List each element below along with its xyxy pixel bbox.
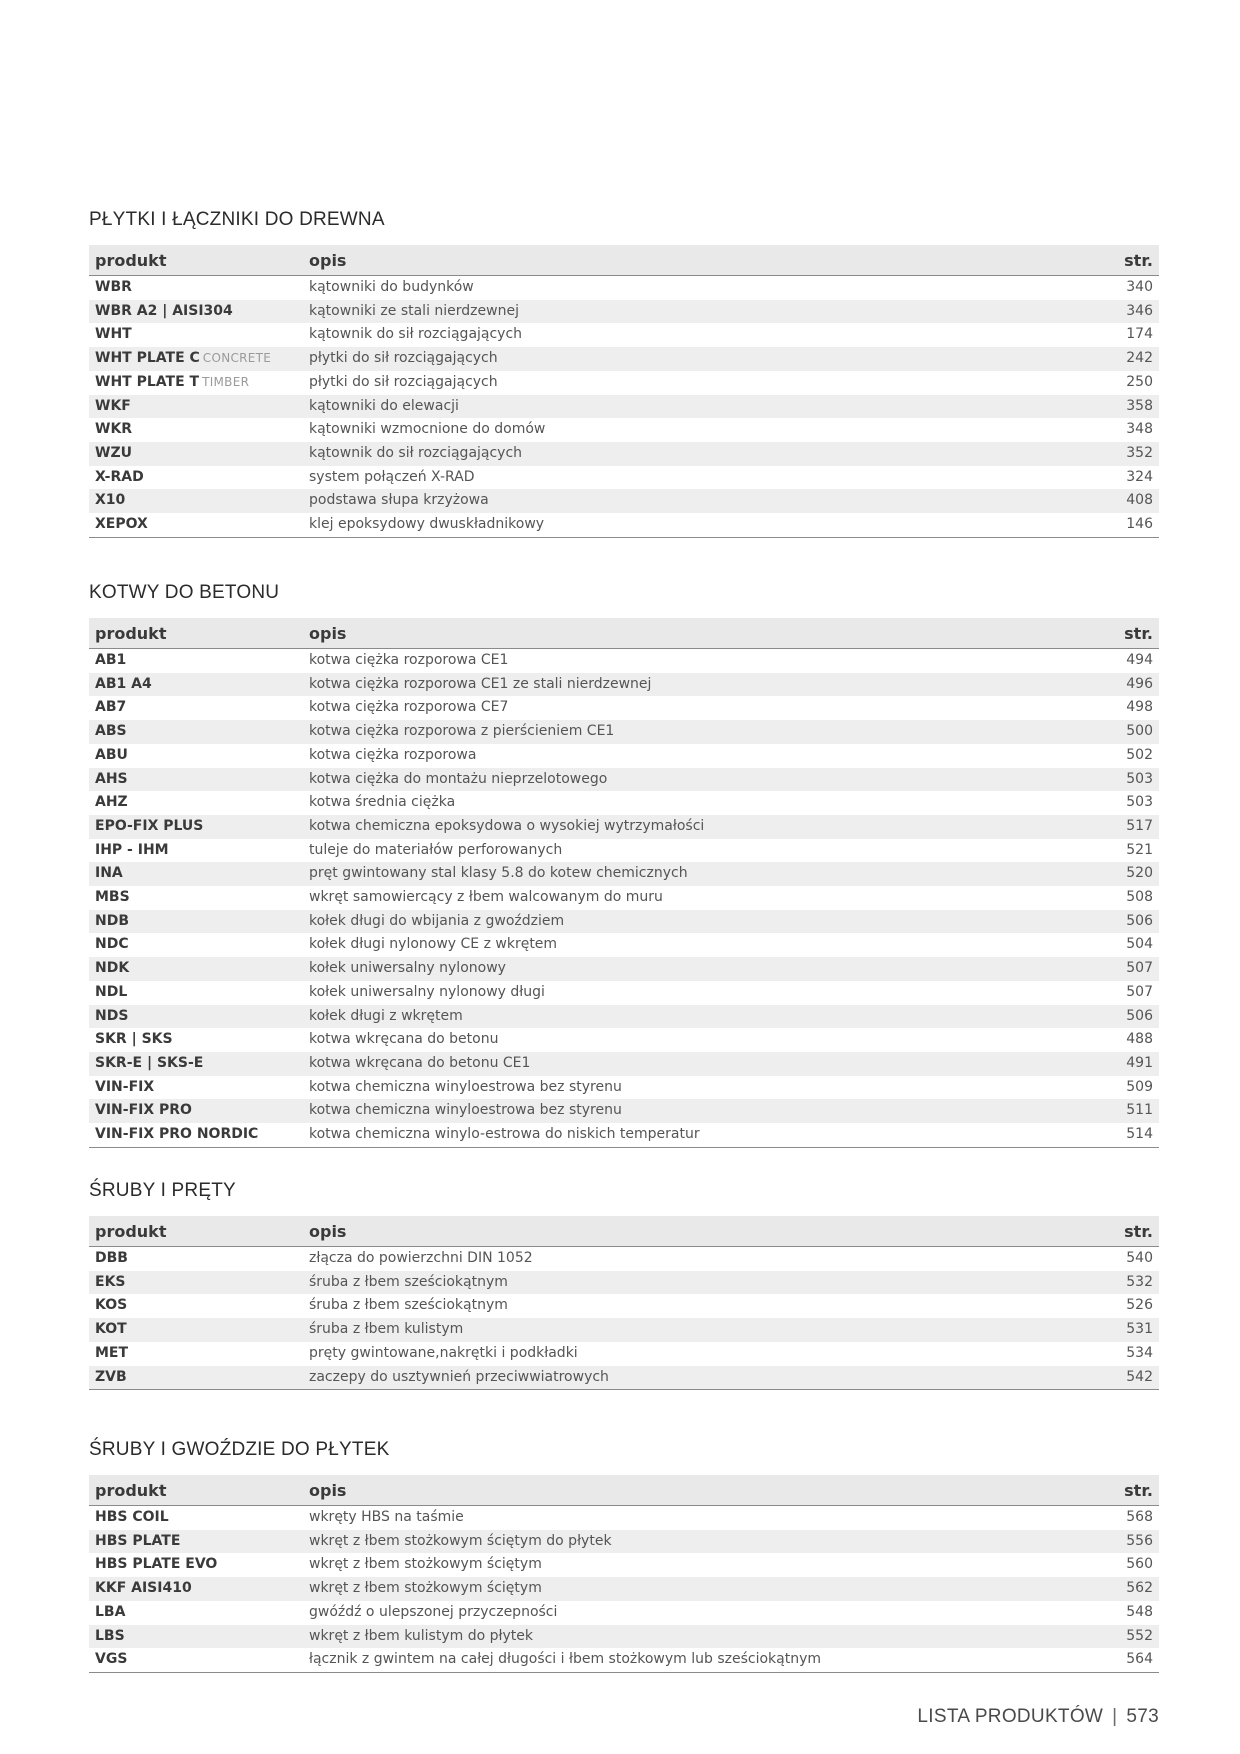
product-description: zaczepy do usztywnień przeciwwiatrowych bbox=[303, 1366, 1083, 1390]
section-title: KOTWY DO BETONU bbox=[89, 582, 280, 603]
footer-label: LISTA PRODUKTÓW bbox=[917, 1706, 1104, 1727]
product-description: kątowniki ze stali nierdzewnej bbox=[303, 300, 1083, 324]
product-code: WKR bbox=[95, 421, 133, 438]
product-code-cell bbox=[89, 1530, 303, 1554]
product-suffix: TIMBER bbox=[202, 374, 250, 389]
product-code: WZU bbox=[95, 444, 132, 461]
product-code-cell bbox=[89, 276, 303, 300]
product-code: WKF bbox=[95, 397, 131, 414]
product-description: kotwa chemiczna winyloestrowa bez styrenu bbox=[303, 1099, 1083, 1123]
page-reference: 408 bbox=[1083, 489, 1159, 513]
section-sruby-prety bbox=[89, 1178, 1159, 1390]
page-reference: 491 bbox=[1083, 1052, 1159, 1076]
table-header-row bbox=[89, 245, 1159, 276]
product-code: MBS bbox=[95, 889, 130, 906]
product-code: WBR A2 | AISI304 bbox=[95, 302, 233, 319]
product-description: kotwa wkręcana do betonu bbox=[309, 1031, 499, 1048]
product-table bbox=[89, 1475, 1159, 1673]
product-description: kątownik do sił rozciągających bbox=[309, 326, 523, 343]
page-reference: 534 bbox=[1126, 1344, 1153, 1361]
product-description: kotwa ciężka rozporowa z pierścieniem CE1 bbox=[303, 720, 1083, 744]
product-table bbox=[89, 1216, 1159, 1390]
product-code-cell bbox=[89, 957, 303, 981]
page-reference: 564 bbox=[1083, 1648, 1159, 1672]
header-opis: opis bbox=[303, 1475, 1083, 1506]
table-row bbox=[89, 1123, 1159, 1147]
product-code: WHT PLATE C bbox=[95, 350, 200, 367]
product-suffix: CONCRETE bbox=[202, 351, 272, 366]
page-reference: 358 bbox=[1083, 395, 1159, 419]
table-row bbox=[89, 791, 1159, 815]
page-reference: 503 bbox=[1083, 768, 1159, 792]
product-code-cell bbox=[89, 649, 303, 673]
table-row bbox=[89, 1625, 1159, 1649]
table-row bbox=[89, 347, 1159, 371]
product-code-cell bbox=[89, 696, 303, 720]
product-code-cell bbox=[89, 418, 303, 442]
product-code: VGS bbox=[95, 1651, 128, 1668]
product-code: LBS bbox=[95, 1627, 125, 1644]
product-code: NDB bbox=[95, 912, 130, 929]
page-reference: 508 bbox=[1126, 889, 1153, 906]
page-reference: 500 bbox=[1083, 720, 1159, 744]
product-description: kotwa chemiczna winyloestrowa bez styrenu bbox=[309, 1078, 622, 1095]
product-description: pręty gwintowane,nakrętki i podkładki bbox=[309, 1344, 578, 1361]
page-reference: 506 bbox=[1083, 910, 1159, 934]
product-code-cell bbox=[89, 981, 303, 1005]
page-reference: 502 bbox=[1126, 746, 1153, 763]
product-code: WBR bbox=[95, 279, 132, 295]
page-reference: 531 bbox=[1083, 1318, 1159, 1342]
product-description: wkręt z łbem stożkowym ściętym do płytek bbox=[303, 1530, 1083, 1554]
table-row bbox=[89, 1342, 1159, 1366]
table-row bbox=[89, 673, 1159, 697]
product-code: KOT bbox=[95, 1321, 127, 1338]
section-title: PŁYTKI I ŁĄCZNIKI DO DREWNA bbox=[89, 209, 385, 230]
product-code: SKR | SKS bbox=[95, 1031, 173, 1048]
product-code: ABS bbox=[95, 723, 127, 740]
product-description: kotwa ciężka rozporowa CE1 ze stali nierdzewnej bbox=[303, 673, 1083, 697]
product-code: NDK bbox=[95, 960, 130, 977]
product-code-cell bbox=[89, 442, 303, 466]
table-header-row bbox=[89, 618, 1159, 649]
table-row bbox=[89, 300, 1159, 324]
header-str: str. bbox=[1083, 1475, 1159, 1506]
product-code-cell bbox=[89, 371, 303, 395]
product-description: kotwa wkręcana do betonu CE1 bbox=[303, 1052, 1083, 1076]
page-reference: 540 bbox=[1126, 1250, 1153, 1266]
table-row bbox=[89, 371, 1159, 395]
product-code-cell bbox=[89, 1506, 303, 1530]
page-reference: 542 bbox=[1083, 1366, 1159, 1390]
table-row bbox=[89, 862, 1159, 886]
page-reference: 520 bbox=[1083, 862, 1159, 886]
product-table bbox=[89, 618, 1159, 1148]
product-description: kątownik do sił rozciągających bbox=[303, 442, 1083, 466]
product-code: KOS bbox=[95, 1297, 128, 1314]
product-code-cell bbox=[89, 1076, 303, 1100]
product-code-cell bbox=[89, 1099, 303, 1123]
table-row bbox=[89, 442, 1159, 466]
product-code-cell bbox=[89, 886, 303, 910]
product-code-cell bbox=[89, 1553, 303, 1577]
table-row bbox=[89, 1005, 1159, 1029]
product-code-cell bbox=[89, 1247, 303, 1271]
page-reference: 174 bbox=[1126, 326, 1153, 343]
table-row bbox=[89, 839, 1159, 863]
table-row bbox=[89, 1648, 1159, 1672]
table-header-row bbox=[89, 1216, 1159, 1247]
product-code: AHS bbox=[95, 770, 128, 787]
header-opis: opis bbox=[303, 1216, 1083, 1247]
page-reference: 514 bbox=[1083, 1123, 1159, 1147]
product-code: LBA bbox=[95, 1603, 126, 1620]
product-description: kotwa ciężka do montażu nieprzelotowego bbox=[303, 768, 1083, 792]
product-description: śruba z łbem sześciokątnym bbox=[303, 1271, 1083, 1295]
product-description: łącznik z gwintem na całej długości i łbem stożkowym lub sześciokątnym bbox=[303, 1648, 1083, 1672]
product-table bbox=[89, 245, 1159, 538]
page-reference: 568 bbox=[1126, 1509, 1153, 1525]
product-description: śruba z łbem sześciokątnym bbox=[309, 1297, 508, 1314]
product-code-cell bbox=[89, 1271, 303, 1295]
table-row bbox=[89, 1553, 1159, 1577]
product-code: AB1 bbox=[95, 652, 127, 668]
page-reference: 556 bbox=[1083, 1530, 1159, 1554]
product-code: VIN-FIX PRO NORDIC bbox=[95, 1126, 259, 1143]
product-code-cell bbox=[89, 1005, 303, 1029]
table-row bbox=[89, 418, 1159, 442]
page-footer bbox=[917, 1706, 1159, 1728]
header-produkt: produkt bbox=[89, 1216, 303, 1247]
page-reference: 511 bbox=[1083, 1099, 1159, 1123]
page-reference: 548 bbox=[1126, 1603, 1153, 1620]
product-description: klej epoksydowy dwuskładnikowy bbox=[303, 513, 1083, 537]
product-code-cell bbox=[89, 466, 303, 490]
page-reference: 507 bbox=[1126, 983, 1153, 1000]
page-reference: 324 bbox=[1126, 468, 1153, 485]
table-row bbox=[89, 1028, 1159, 1052]
product-description: kołek długi nylonowy CE z wkrętem bbox=[309, 936, 558, 953]
page-reference: 506 bbox=[1083, 1005, 1159, 1029]
product-code-cell bbox=[89, 815, 303, 839]
header-str: str. bbox=[1083, 1216, 1159, 1247]
table-row bbox=[89, 1530, 1159, 1554]
product-description: kotwa chemiczna winylo-estrowa do niskich temperatur bbox=[303, 1123, 1083, 1147]
table-row bbox=[89, 744, 1159, 768]
product-code-cell bbox=[89, 1601, 303, 1625]
product-code-cell bbox=[89, 1342, 303, 1366]
product-code-cell bbox=[89, 862, 303, 886]
product-code-cell bbox=[89, 1028, 303, 1052]
product-code-cell bbox=[89, 300, 303, 324]
product-code-cell bbox=[89, 1123, 303, 1147]
product-description: kątowniki wzmocnione do domów bbox=[309, 421, 546, 438]
product-description: kołek długi do wbijania z gwoździem bbox=[303, 910, 1083, 934]
product-code: X10 bbox=[95, 492, 126, 509]
page-reference: 532 bbox=[1083, 1271, 1159, 1295]
product-description: tuleje do materiałów perforowanych bbox=[309, 841, 563, 858]
table-row bbox=[89, 1506, 1159, 1530]
product-description: pręt gwintowany stal klasy 5.8 do kotew chemicznych bbox=[303, 862, 1083, 886]
header-produkt: produkt bbox=[89, 245, 303, 276]
page-reference: 509 bbox=[1126, 1078, 1153, 1095]
page-reference: 562 bbox=[1083, 1577, 1159, 1601]
table-row bbox=[89, 957, 1159, 981]
product-description: kotwa ciężka rozporowa bbox=[309, 746, 477, 763]
product-code-cell bbox=[89, 347, 303, 371]
product-code: HBS COIL bbox=[95, 1509, 169, 1525]
page-reference: 496 bbox=[1083, 673, 1159, 697]
product-code: NDC bbox=[95, 936, 129, 953]
table-row bbox=[89, 1052, 1159, 1076]
table-row bbox=[89, 1601, 1159, 1625]
product-code: HBS PLATE bbox=[95, 1532, 181, 1549]
product-code-cell bbox=[89, 768, 303, 792]
table-row bbox=[89, 1577, 1159, 1601]
table-row bbox=[89, 1247, 1159, 1271]
product-code: INA bbox=[95, 865, 123, 882]
product-description: kotwa ciężka rozporowa CE7 bbox=[309, 699, 509, 716]
table-row bbox=[89, 815, 1159, 839]
product-code-cell bbox=[89, 744, 303, 768]
product-description: kołek długi z wkrętem bbox=[303, 1005, 1083, 1029]
product-code: EPO-FIX PLUS bbox=[95, 817, 204, 834]
product-code: XEPOX bbox=[95, 516, 148, 533]
product-code: WHT bbox=[95, 326, 132, 343]
product-description: płytki do sił rozciągających bbox=[303, 347, 1083, 371]
page-reference: 494 bbox=[1126, 652, 1153, 668]
product-code: ZVB bbox=[95, 1368, 127, 1385]
section-plytki bbox=[89, 207, 1159, 538]
table-row bbox=[89, 466, 1159, 490]
product-description: kątowniki do budynków bbox=[309, 279, 474, 295]
page-number: 573 bbox=[1126, 1706, 1159, 1727]
table-row bbox=[89, 910, 1159, 934]
product-description: system połączeń X-RAD bbox=[309, 468, 475, 485]
table-row bbox=[89, 886, 1159, 910]
table-row bbox=[89, 1294, 1159, 1318]
table-row bbox=[89, 489, 1159, 513]
table-row bbox=[89, 276, 1159, 300]
product-description: wkręt z łbem kulistym do płytek bbox=[303, 1625, 1083, 1649]
product-description: kołek uniwersalny nylonowy długi bbox=[309, 983, 545, 1000]
product-code-cell bbox=[89, 1052, 303, 1076]
product-description: wkręt z łbem stożkowym ściętym bbox=[309, 1556, 542, 1573]
page-reference: 250 bbox=[1126, 373, 1153, 390]
page-reference: 146 bbox=[1083, 513, 1159, 537]
product-description: złącza do powierzchni DIN 1052 bbox=[309, 1250, 533, 1266]
header-produkt: produkt bbox=[89, 618, 303, 649]
page-reference: 521 bbox=[1126, 841, 1153, 858]
product-code: X-RAD bbox=[95, 468, 144, 485]
page-reference: 340 bbox=[1126, 279, 1153, 295]
header-str: str. bbox=[1083, 245, 1159, 276]
footer-separator: | bbox=[1112, 1706, 1118, 1727]
page-reference: 242 bbox=[1083, 347, 1159, 371]
header-opis: opis bbox=[303, 618, 1083, 649]
product-code-cell bbox=[89, 1648, 303, 1672]
product-code: AHZ bbox=[95, 794, 128, 811]
page-reference: 348 bbox=[1126, 421, 1153, 438]
section-kotwy bbox=[89, 580, 1159, 1148]
table-row bbox=[89, 1099, 1159, 1123]
page-reference: 503 bbox=[1126, 794, 1153, 811]
page-reference: 498 bbox=[1126, 699, 1153, 716]
product-code-cell bbox=[89, 1294, 303, 1318]
product-description: kątowniki do elewacji bbox=[303, 395, 1083, 419]
page-reference: 346 bbox=[1083, 300, 1159, 324]
product-code-cell bbox=[89, 720, 303, 744]
page-reference: 504 bbox=[1126, 936, 1153, 953]
product-description: płytki do sił rozciągających bbox=[309, 373, 498, 390]
table-row bbox=[89, 1271, 1159, 1295]
product-description: kotwa chemiczna epoksydowa o wysokiej wytrzymałości bbox=[303, 815, 1083, 839]
table-row bbox=[89, 981, 1159, 1005]
product-code: DBB bbox=[95, 1250, 128, 1266]
page-reference: 488 bbox=[1126, 1031, 1153, 1048]
product-code: MET bbox=[95, 1344, 129, 1361]
product-code: NDL bbox=[95, 983, 128, 1000]
page-reference: 526 bbox=[1126, 1297, 1153, 1314]
page-reference: 507 bbox=[1083, 957, 1159, 981]
table-row bbox=[89, 933, 1159, 957]
product-description: wkręty HBS na taśmie bbox=[309, 1509, 464, 1525]
product-code: IHP - IHM bbox=[95, 841, 169, 858]
product-code: EKS bbox=[95, 1273, 126, 1290]
table-row bbox=[89, 1318, 1159, 1342]
product-code-cell bbox=[89, 1577, 303, 1601]
section-sruby-gwozdzie bbox=[89, 1437, 1159, 1673]
product-description: kołek uniwersalny nylonowy bbox=[303, 957, 1083, 981]
product-code: WHT PLATE T bbox=[95, 373, 200, 390]
page-reference: 517 bbox=[1083, 815, 1159, 839]
section-title: ŚRUBY I GWOŹDZIE DO PŁYTEK bbox=[89, 1439, 390, 1460]
product-description: wkręt samowiercący z łbem walcowanym do muru bbox=[309, 889, 663, 906]
table-row bbox=[89, 649, 1159, 673]
product-code: AB1 A4 bbox=[95, 675, 152, 692]
table-row bbox=[89, 395, 1159, 419]
table-row bbox=[89, 696, 1159, 720]
product-code: ABU bbox=[95, 746, 128, 763]
product-code-cell bbox=[89, 673, 303, 697]
page-reference: 552 bbox=[1083, 1625, 1159, 1649]
product-code: VIN-FIX PRO bbox=[95, 1102, 192, 1119]
product-code-cell bbox=[89, 489, 303, 513]
product-code-cell bbox=[89, 323, 303, 347]
header-opis: opis bbox=[303, 245, 1083, 276]
product-code-cell bbox=[89, 933, 303, 957]
product-code-cell bbox=[89, 910, 303, 934]
product-description: gwóźdź o ulepszonej przyczepności bbox=[309, 1603, 558, 1620]
header-str: str. bbox=[1083, 618, 1159, 649]
product-code: VIN-FIX bbox=[95, 1078, 155, 1095]
table-row bbox=[89, 768, 1159, 792]
product-code-cell bbox=[89, 839, 303, 863]
table-row bbox=[89, 513, 1159, 537]
table-row bbox=[89, 1366, 1159, 1390]
product-code-cell bbox=[89, 395, 303, 419]
section-title: ŚRUBY I PRĘTY bbox=[89, 1180, 236, 1201]
product-code-cell bbox=[89, 1318, 303, 1342]
product-description: podstawa słupa krzyżowa bbox=[303, 489, 1083, 513]
product-code-cell bbox=[89, 513, 303, 537]
page-reference: 560 bbox=[1126, 1556, 1153, 1573]
product-code: AB7 bbox=[95, 699, 127, 716]
product-description: kotwa ciężka rozporowa CE1 bbox=[309, 652, 509, 668]
table-row bbox=[89, 720, 1159, 744]
product-code-cell bbox=[89, 1366, 303, 1390]
header-produkt: produkt bbox=[89, 1475, 303, 1506]
page-reference: 352 bbox=[1083, 442, 1159, 466]
product-code: NDS bbox=[95, 1007, 129, 1024]
product-description: śruba z łbem kulistym bbox=[303, 1318, 1083, 1342]
product-code-cell bbox=[89, 1625, 303, 1649]
table-row bbox=[89, 323, 1159, 347]
product-description: wkręt z łbem stożkowym ściętym bbox=[303, 1577, 1083, 1601]
table-header-row bbox=[89, 1475, 1159, 1506]
product-code-cell bbox=[89, 791, 303, 815]
product-code: HBS PLATE EVO bbox=[95, 1556, 218, 1573]
product-description: kotwa średnia ciężka bbox=[309, 794, 456, 811]
product-code: SKR-E | SKS-E bbox=[95, 1054, 204, 1071]
product-code: KKF AISI410 bbox=[95, 1580, 192, 1597]
table-row bbox=[89, 1076, 1159, 1100]
